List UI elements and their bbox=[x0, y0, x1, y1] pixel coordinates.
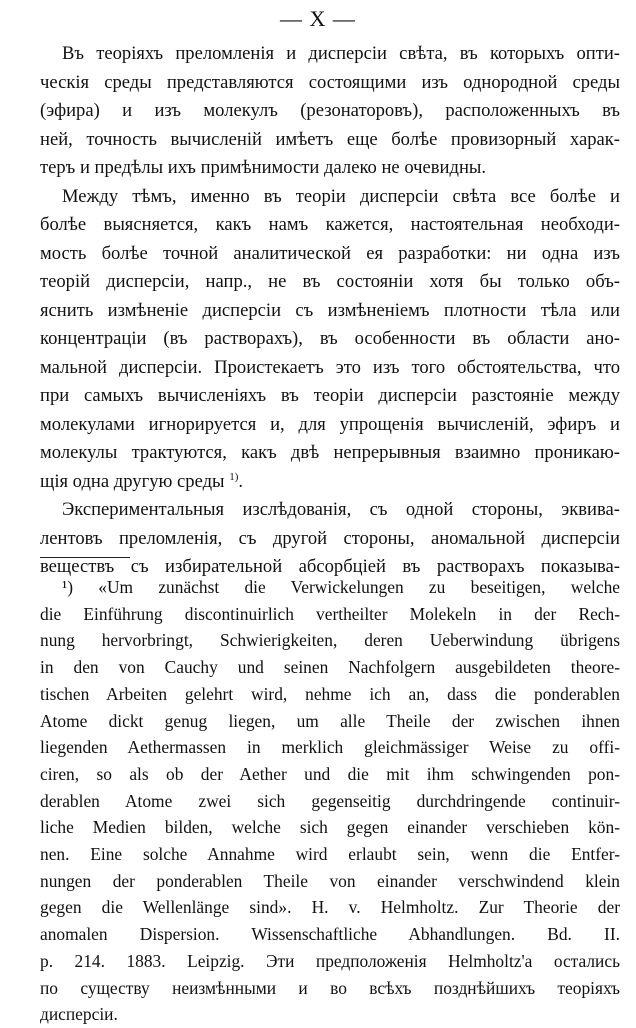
footnote-line: дисперсіи. bbox=[40, 1004, 118, 1025]
text-line: концентраціи (въ растворахъ), въ особенности въ области ано- bbox=[40, 328, 620, 349]
footnote-divider bbox=[40, 557, 130, 558]
text-line: мость болѣе точной аналитической ея разработки: ни одна изъ bbox=[40, 242, 620, 264]
text-line: ческія среды представляются состоящими изъ однородной среды bbox=[40, 71, 620, 93]
footnote-line: die Einführung discontinuirlich vertheilter Molekeln in der Rech- bbox=[40, 603, 620, 624]
footnote-line: liegenden Aethermassen in merklich gleichmässiger Weise zu offi- bbox=[40, 737, 620, 758]
footnote-line: ¹) «Um zunächst die Verwickelungen zu beseitigen, welche bbox=[62, 577, 620, 597]
footnote-line: anomalen Dispersion. Wissenschaftliche Abhandlungen. Bd. II. bbox=[40, 924, 620, 945]
text-line: ней, точность вычисленій имѣетъ еще болѣе провизорный харак- bbox=[40, 128, 620, 150]
footnote-line: nung hervorbringt, Schwierigkeiten, deren Ueberwindung übrigens bbox=[40, 630, 620, 651]
footnote-line: p. 214. 1883. Leipzig. Эти предположенія Helmholtz'а остались bbox=[40, 950, 620, 971]
text-line-content: щія одна другую среды bbox=[40, 470, 225, 492]
footnote-line: gegen die Wellenlänge sind». H. v. Helmholtz. Zur Theorie der bbox=[40, 897, 620, 918]
text-line: (эфира) и изъ молекулъ (резонаторовъ), расположенныхъ въ bbox=[40, 100, 620, 121]
text-line: Между тѣмъ, именно въ теоріи дисперсіи свѣта все болѣе и bbox=[62, 185, 620, 207]
footnote-line: nungen der ponderablen Theile von einander verschwindend klein bbox=[40, 870, 620, 891]
footnote-line: Atome dickt genug liegen, um alle Theile der zwischen ihnen bbox=[40, 710, 620, 731]
text-line: веществъ съ избирательной абсорбціей въ растворахъ показыва- bbox=[40, 556, 620, 577]
footnote bbox=[40, 574, 620, 1028]
text-line: теръ и предѣлы ихъ примѣнимости далеко не очевидны. bbox=[40, 157, 487, 178]
page-number: — X — bbox=[280, 6, 356, 31]
paragraph bbox=[40, 183, 620, 497]
footnote-reference[interactable]: 1) bbox=[229, 470, 239, 483]
footnote-line: in den von Cauchy und seinen Nachfolgern ausgebildeten theore- bbox=[40, 657, 620, 678]
text-line: Въ теоріяхъ преломленія и дисперсіи свѣта, въ которыхъ опти- bbox=[62, 43, 620, 64]
text-line: при самыхъ вычисленіяхъ въ теоріи дисперсіи разстояніе между bbox=[40, 385, 620, 406]
main-text bbox=[40, 40, 620, 582]
footnote-line: tischen Arbeiten gelehrt wird, nehme ich an, dass die ponderablen bbox=[40, 683, 620, 704]
paragraph bbox=[40, 40, 620, 183]
footnote-line: ciren, so als ob der Aether und die mit ihm schwingenden pon- bbox=[40, 763, 620, 784]
text-line: мальной дисперсіи. Проистекаетъ это изъ того обстоятельства, что bbox=[40, 356, 620, 378]
text-line: Экспериментальныя изслѣдованія, съ одной стороны, эквива- bbox=[62, 499, 620, 520]
text-line: теорій дисперсіи, напр., не въ состояніи хотя бы только объ- bbox=[40, 271, 620, 292]
footnote-line: по существу неизмѣнными и во всѣхъ позднѣйшихъ теоріяхъ bbox=[40, 977, 620, 998]
text-line: болѣе выясняется, какъ намъ кажется, настоятельная необходи- bbox=[40, 214, 620, 235]
text-line: молекулы трактуются, какъ двѣ непрерывныя взаимно проникаю- bbox=[40, 442, 620, 463]
paragraph bbox=[40, 496, 620, 582]
footnote-line: nen. Eine solche Annahme wird erlaubt sein, wenn die Entfer- bbox=[40, 844, 620, 865]
text-line: щія одна другую среды $^{1)}$. bbox=[40, 470, 244, 492]
text-line: яснить измѣненіе дисперсіи съ измѣненіемъ плотности тѣла или bbox=[40, 299, 620, 321]
footnote-line: derablen Atome zwei sich gegenseitig durchdringende continuir- bbox=[40, 790, 620, 811]
text-line: лентовъ преломленія, съ другой стороны, аномальной дисперсіи bbox=[40, 527, 620, 549]
footnote-line: liche Medien bilden, welche sich gegen einander verschieben kön- bbox=[40, 817, 620, 838]
text-line: молекулами игнорируется и, для упрощенія вычисленій, эфиръ и bbox=[40, 413, 620, 435]
